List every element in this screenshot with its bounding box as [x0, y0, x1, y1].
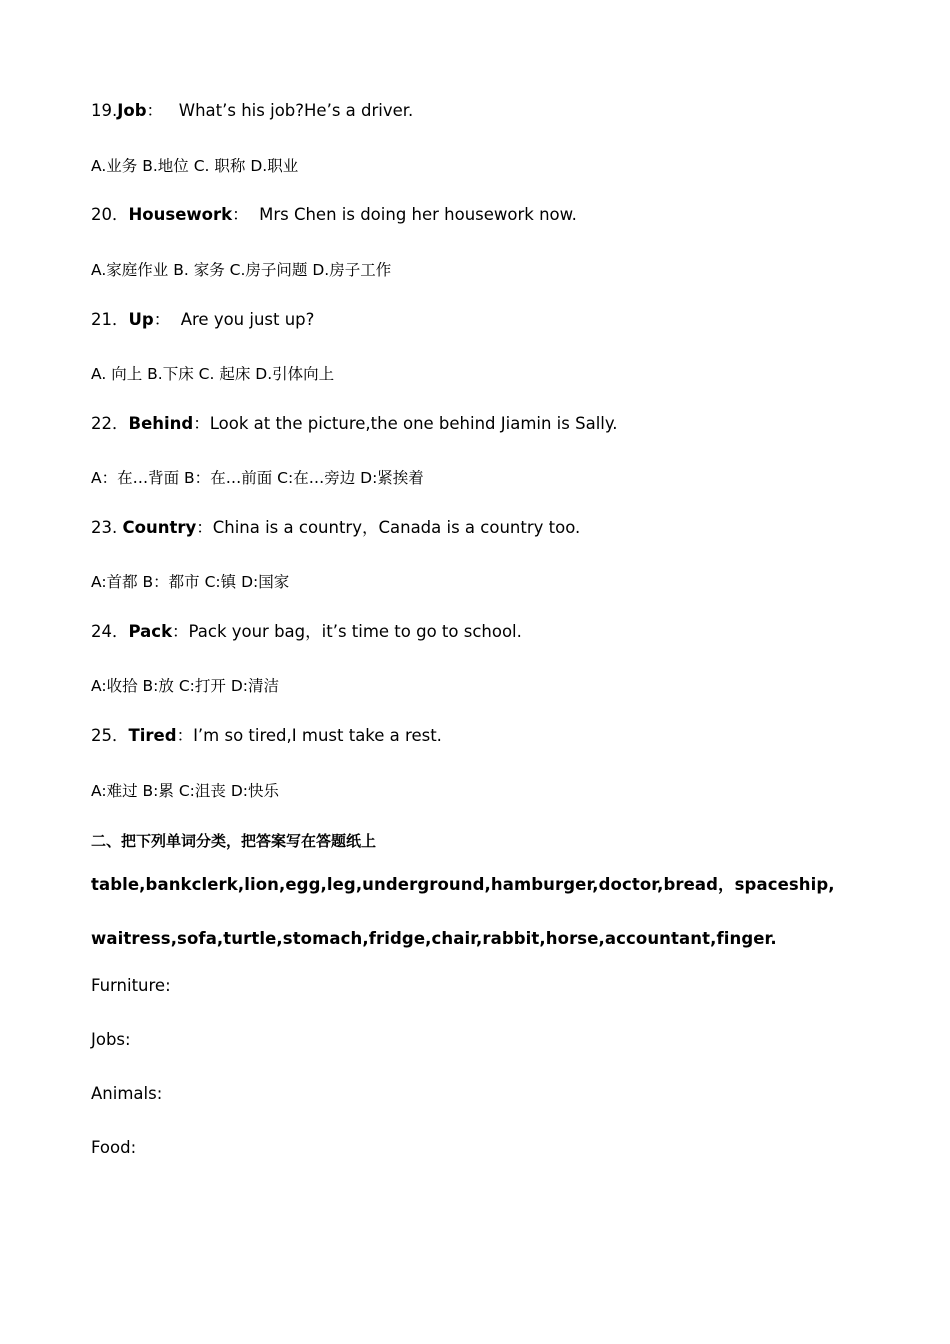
- question-number: 20．: [91, 205, 129, 224]
- question-21: [91, 309, 314, 331]
- separator: ：: [153, 310, 171, 329]
- option-text: 职称: [214, 157, 246, 175]
- keyword: Housework: [128, 205, 233, 224]
- option-letter: A.: [91, 365, 112, 383]
- category-food: Food:: [91, 1138, 137, 1157]
- option-letter: B.: [168, 261, 194, 279]
- question-22: [91, 413, 618, 435]
- options-25: [91, 780, 279, 802]
- option-letter: C:: [173, 677, 195, 695]
- option-text: 都市: [168, 573, 200, 591]
- option-letter: A.: [91, 157, 107, 175]
- option-text: 家庭作业: [106, 261, 169, 279]
- option-letter: C:: [199, 573, 221, 591]
- option-text: 难过: [106, 782, 138, 800]
- option-letter: D:: [225, 677, 248, 695]
- option-letter: B.: [137, 157, 158, 175]
- option-letter: B：: [137, 573, 169, 591]
- option-text: 清洁: [247, 677, 279, 695]
- question-number: 22．: [91, 414, 129, 433]
- option-letter: A:: [91, 677, 107, 695]
- option-text: 放: [158, 677, 174, 695]
- option-text: 起床: [219, 365, 251, 383]
- separator: ：: [146, 101, 164, 120]
- word-list-line-2: waitress,sofa,turtle,stomach,fridge,chair,rabbit,horse,accountant,finger.: [91, 929, 777, 948]
- option-text: 在…旁边: [293, 469, 356, 487]
- example-sentence: I’m so tired,I must take a rest.: [193, 726, 442, 745]
- example-sentence: Pack your bag，it’s time to go to school.: [188, 622, 522, 641]
- option-text: 在…背面: [117, 469, 180, 487]
- option-text: 首都: [106, 573, 138, 591]
- option-letter: D.: [307, 261, 330, 279]
- example-sentence: Look at the picture,the one behind Jiamin is Sally.: [209, 414, 618, 433]
- option-letter: C:: [173, 782, 195, 800]
- option-letter: A.: [91, 261, 107, 279]
- example-sentence: Are you just up?: [170, 310, 315, 329]
- option-letter: C.: [224, 261, 246, 279]
- question-24: [91, 621, 522, 643]
- options-20: [91, 259, 391, 281]
- question-23: [91, 517, 580, 539]
- option-letter: D:: [355, 469, 378, 487]
- option-letter: B:: [137, 782, 159, 800]
- keyword: Behind: [128, 414, 194, 433]
- separator: ：: [172, 622, 189, 641]
- options-24: [91, 675, 279, 697]
- option-text: 向上: [111, 365, 143, 383]
- options-21: [91, 363, 334, 385]
- option-letter: D.: [250, 365, 273, 383]
- keyword: Job: [117, 101, 147, 120]
- category-jobs: Jobs:: [91, 1030, 131, 1049]
- option-text: 下床: [162, 365, 194, 383]
- options-23: [91, 571, 289, 593]
- question-25: [91, 725, 442, 747]
- option-text: 快乐: [247, 782, 279, 800]
- option-text: 紧挨着: [377, 469, 424, 487]
- option-text: 沮丧: [194, 782, 226, 800]
- question-19: [91, 100, 413, 122]
- category-furniture: Furniture:: [91, 976, 171, 995]
- section-heading: 二、把下列单词分类，把答案写在答题纸上: [91, 832, 377, 850]
- example-sentence: China is a country，Canada is a country too.: [212, 518, 581, 537]
- option-letter: D.: [245, 157, 268, 175]
- option-text: 镇: [220, 573, 237, 591]
- option-letter: B:: [137, 677, 159, 695]
- option-text: 国家: [258, 573, 290, 591]
- option-text: 房子问题: [245, 261, 308, 279]
- option-letter: B：: [179, 469, 211, 487]
- separator: ：: [193, 414, 210, 433]
- option-letter: D:: [236, 573, 259, 591]
- option-letter: C.: [188, 157, 215, 175]
- options-19: [91, 155, 298, 177]
- option-letter: D:: [225, 782, 248, 800]
- option-letter: C.: [193, 365, 220, 383]
- option-text: 引体向上: [272, 365, 335, 383]
- option-text: 业务: [106, 157, 138, 175]
- question-number: 24．: [91, 622, 129, 641]
- option-text: 累: [158, 782, 174, 800]
- option-letter: C:: [272, 469, 294, 487]
- question-number: 25．: [91, 726, 129, 745]
- option-letter: B.: [142, 365, 163, 383]
- options-22: [91, 467, 424, 489]
- separator: ：: [176, 726, 194, 745]
- question-number: 19.: [91, 101, 118, 120]
- option-text: 打开: [194, 677, 226, 695]
- example-sentence: What’s his job?He’s a driver.: [163, 101, 414, 120]
- option-letter: A:: [91, 573, 107, 591]
- separator: ：: [232, 205, 249, 224]
- option-text: 家务: [193, 261, 225, 279]
- word-list-line-1: table,bankclerk,lion,egg,leg,underground,hamburger,doctor,bread，spaceship,: [91, 875, 835, 894]
- separator: ：: [196, 518, 213, 537]
- keyword: Tired: [128, 726, 177, 745]
- keyword: Country: [122, 518, 197, 537]
- question-20: [91, 204, 577, 226]
- option-letter: A:: [91, 782, 107, 800]
- question-number: 23.: [91, 518, 123, 537]
- option-text: 在…前面: [210, 469, 273, 487]
- question-number: 21．: [91, 310, 129, 329]
- option-text: 房子工作: [329, 261, 392, 279]
- option-letter: A：: [91, 469, 118, 487]
- category-animals: Animals:: [91, 1084, 163, 1103]
- keyword: Up: [128, 310, 154, 329]
- option-text: 职业: [267, 157, 299, 175]
- option-text: 收拾: [106, 677, 138, 695]
- keyword: Pack: [128, 622, 173, 641]
- option-text: 地位: [157, 157, 189, 175]
- example-sentence: Mrs Chen is doing her housework now.: [248, 205, 577, 224]
